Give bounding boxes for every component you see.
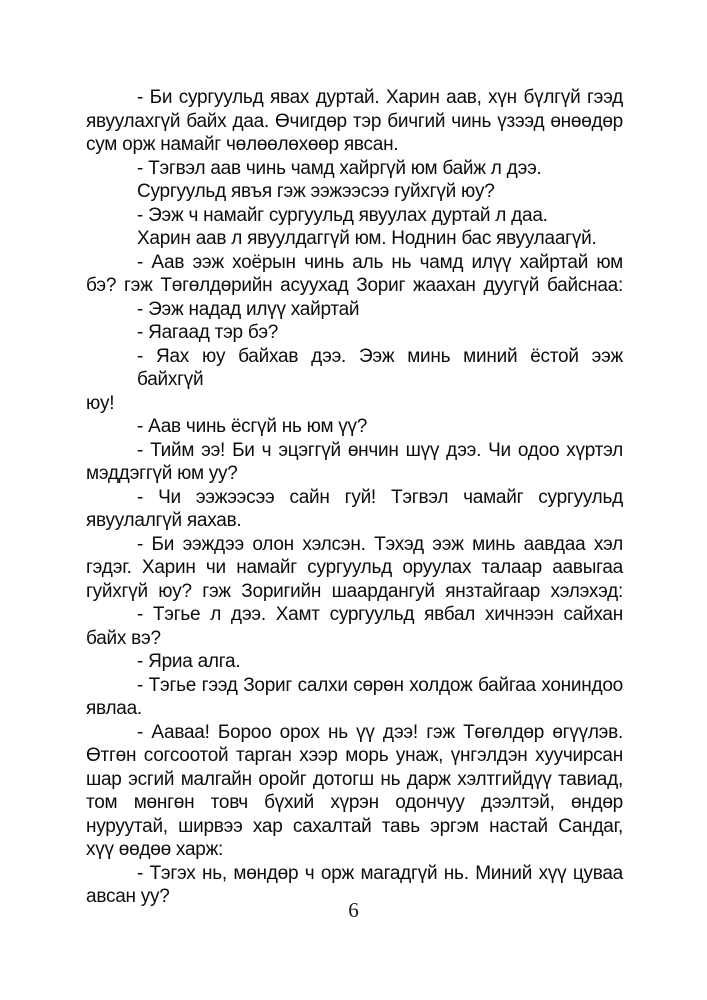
text-line: - Аав ээж хоёрын чинь аль нь чамд илүү хайртай юм <box>137 251 623 273</box>
text-line: гуйхгүй юу? гэж Зоригийн шаардангуй янзтайгаар хэлэхэд: <box>86 580 623 602</box>
text-line: - Тэгвэл аав чинь чамд хайргүй юм байж л дээ. <box>137 157 542 179</box>
text-line: - Би сургуульд явах дуртай. Харин аав, хүн бүлгүй гээд <box>137 87 623 108</box>
text-line: - Би ээждээ олон хэлсэн. Тэхэд ээж минь аавдаа хэл <box>137 533 623 555</box>
text-line: явуулахгүй байх даа. Өчигдөр тэр бичгий чинь үзээд өнөөдөр <box>86 110 623 132</box>
text-line: гэдэг. Харин чи намайг сургуульд оруулах талаар аавыгаа <box>86 557 623 578</box>
text-line: Харин аав л явуулдаггүй юм. Ноднин бас явуулаагүй. <box>137 228 597 249</box>
text-line: том мөнгөн товч бүхий хүрэн одончуу дээлтэй, өндөр <box>86 792 623 813</box>
text-line: - Яагаад тэр бэ? <box>137 322 279 343</box>
text-line: бэ? гэж Төгөлдөрийн асуухад Зориг жаахан дуугүй байснаа: <box>86 275 623 296</box>
body-text <box>86 86 623 909</box>
text-line: мэддэггүй юм уу? <box>86 463 238 484</box>
text-line: - Тэгье л дээ. Хамт сургуульд явбал хичнээн сайхан <box>137 604 623 625</box>
text-line: - Чи ээжээсээ сайн гуй! Тэгвэл чамайг сургуульд <box>137 486 623 508</box>
text-line: юу! <box>86 392 115 414</box>
text-line: сум орж намайг чөлөөлөхөөр явсан. <box>86 134 399 155</box>
text-line: - Яах юу байхав дээ. Ээж минь миний ёстой ээж байхгүй <box>137 345 623 390</box>
page-number: 6 <box>348 898 359 922</box>
text-line: - Тэгэх нь, мөндөр ч орж магадгүй нь. Миний хүү цуваа <box>137 862 623 884</box>
text-line: нуруутай, ширвээ хар сахалтай тавь эргэм настай Сандаг, <box>86 815 623 837</box>
text-line: Сургуульд явъя гэж ээжээсээ гуйхгүй юу? <box>137 181 495 202</box>
text-line: хүү өөдөө харж: <box>86 839 224 860</box>
text-line: - Ээж надад илүү хайртай <box>137 298 360 320</box>
text-line: - Яриа алга. <box>137 651 241 672</box>
text-line: - Ээж ч намайг сургуульд явуулах дуртай л даа. <box>137 204 548 226</box>
text-line: - Тийм ээ! Би ч эцэггүй өнчин шүү дээ. Чи одоо хүртэл <box>137 439 623 461</box>
text-line: Өтгөн согсоотой тарган хээр морь унаж, үнгэлдэн хуучирсан <box>86 745 623 766</box>
text-line: байх вэ? <box>86 627 161 649</box>
text-line: явуулалгүй яахав. <box>86 510 242 531</box>
text-line: - Тэгье гээд Зориг салхи сөрөн холдож байгаа хониндоо <box>137 674 623 696</box>
text-line: - Ааваа! Бороо орох нь үү дээ! гэж Төгөлдөр өгүүлэв. <box>137 721 623 743</box>
text-line: - Аав чинь ёсгүй нь юм үү? <box>137 416 368 437</box>
text-line: авсан уу? <box>86 886 170 907</box>
text-line: явлаа. <box>86 698 142 719</box>
text-line: шар эсгий малгайн оройг дотогш нь дарж хэлтгийдүү тавиад, <box>86 768 623 790</box>
